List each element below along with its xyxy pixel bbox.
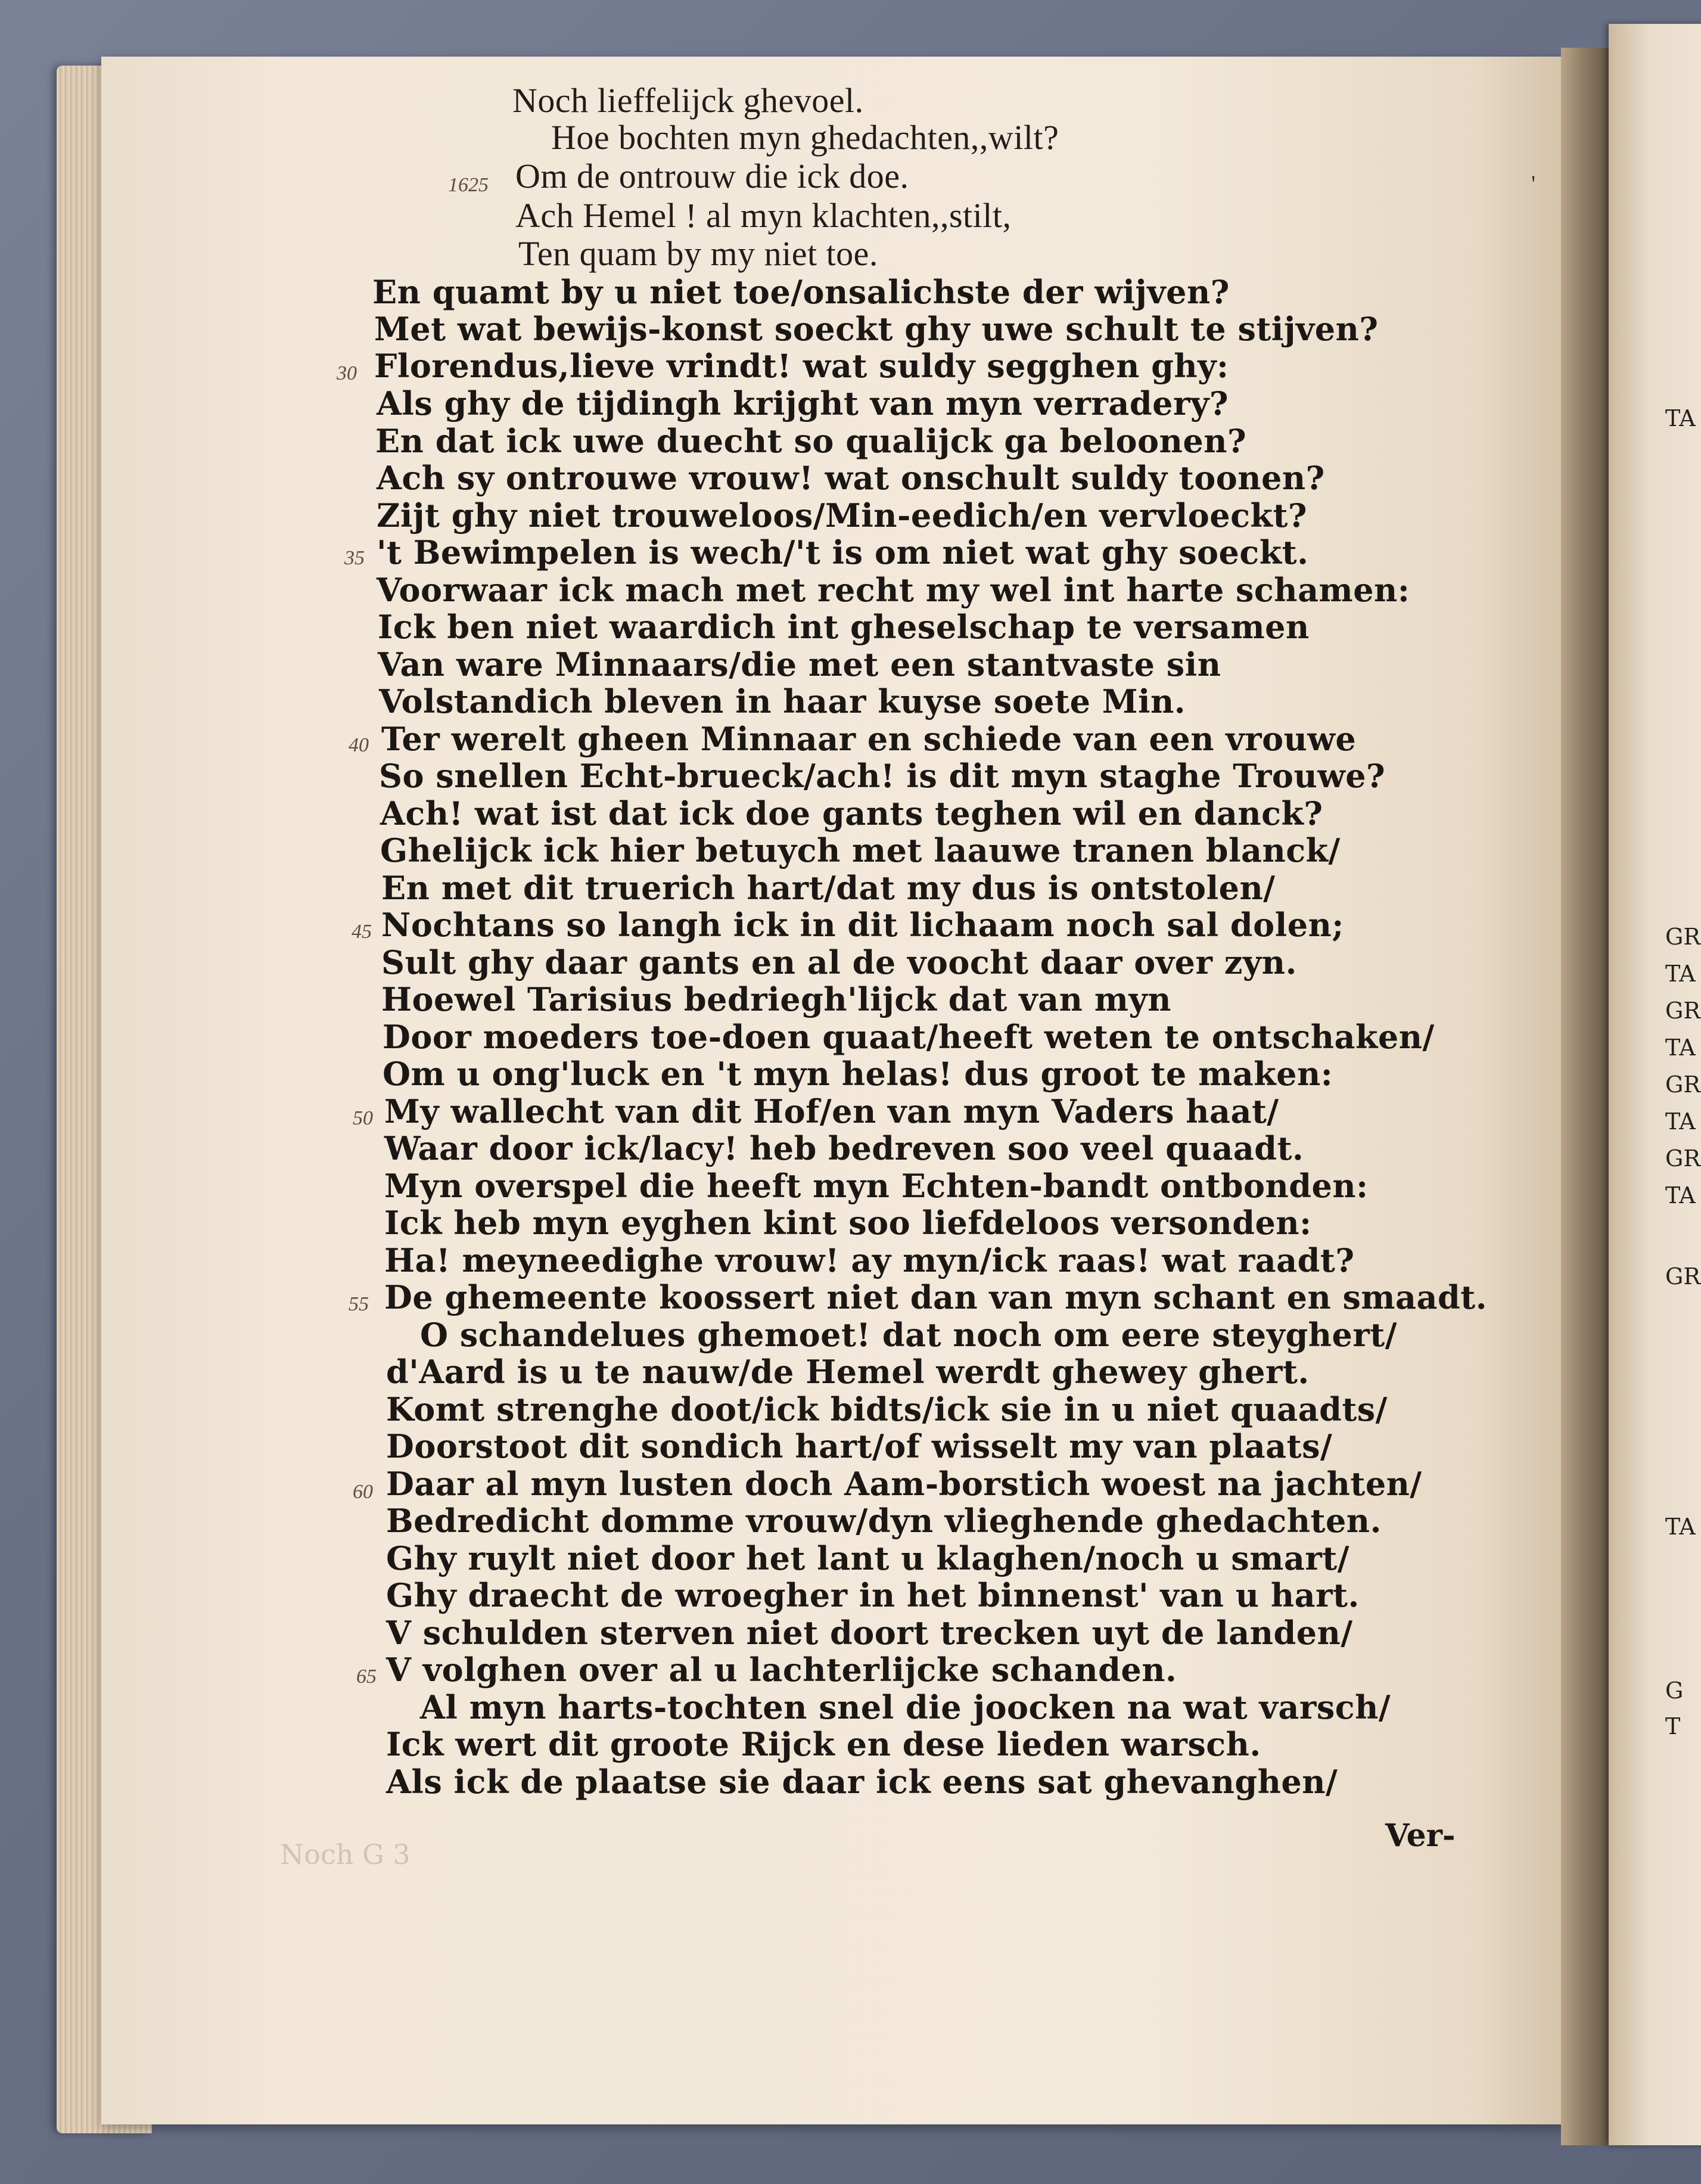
verse-line: Nochtans so langh ick in dit lichaam noch sal dolen; [381, 906, 1344, 944]
verse-line: Ghelijck ick hier betuych met laauwe tranen blanck/ [380, 831, 1341, 869]
verse-line: Bedredicht domme vrouw/dyn vlieghende ghedachten. [386, 1502, 1382, 1540]
page-mark: ' [1531, 170, 1536, 197]
verse-line: En dat ick uwe duecht so qualijck ga beloonen? [375, 422, 1247, 460]
facing-page [1609, 24, 1701, 2145]
verse-line: d'Aard is u te nauw/de Hemel werdt ghewey ghert. [386, 1353, 1310, 1391]
speaker-label: GR [1665, 1145, 1700, 1172]
speaker-label: TA [1665, 1108, 1696, 1135]
speaker-label: G [1665, 1677, 1684, 1704]
speaker-label: GR [1665, 1071, 1700, 1098]
verse-line: O schandelues ghemoet! dat noch om eere steyghert/ [420, 1316, 1397, 1354]
verse-line: Om u ong'luck en 't myn helas! dus groot te maken: [383, 1055, 1333, 1093]
verse-line: Ghy draecht de wroegher in het binnenst' van u hart. [386, 1576, 1360, 1614]
verse-line: Ach sy ontrouwe vrouw! wat onschult suldy toonen? [377, 459, 1325, 497]
verse-line: De ghemeente koossert niet dan van myn schant en smaadt. [384, 1278, 1488, 1316]
margin-number: 30 [337, 362, 357, 384]
verse-line: Als ghy de tijdingh krijght van myn verradery? [377, 384, 1229, 422]
verse-line: Ach! wat ist dat ick doe gants teghen wil en danck? [380, 794, 1323, 832]
verse-line: V volghen over al u lachterlijcke schanden. [386, 1651, 1177, 1689]
speaker-label: TA [1665, 1034, 1696, 1061]
verse-line: V schulden sterven niet doort trecken uyt de landen/ [386, 1614, 1353, 1652]
verse-line: Als ick de plaatse sie daar ick eens sat ghevanghen/ [386, 1763, 1338, 1801]
verse-line: Noch lieffelijck ghevoel. [512, 81, 864, 120]
verse-line: Voorwaar ick mach met recht my wel int harte schamen: [377, 571, 1410, 609]
verse-line: Om de ontrouw die ick doe. [515, 157, 909, 195]
verse-line: Hoe bochten myn ghedachten,,wilt? [551, 118, 1059, 157]
margin-number: 65 [356, 1666, 377, 1688]
verse-line: Ghy ruylt niet door het lant u klaghen/noch u smart/ [386, 1539, 1349, 1577]
speaker-label: GR [1665, 998, 1700, 1024]
speaker-label: TA [1665, 961, 1696, 987]
verse-line: Hoewel Tarisius bedriegh'lijck dat van myn [381, 980, 1171, 1018]
margin-number: 40 [349, 734, 369, 756]
verse-line: My wallecht van dit Hof/en van myn Vaders haat/ [384, 1092, 1279, 1130]
verse-line: Myn overspel die heeft myn Echten-bandt ontbonden: [384, 1167, 1369, 1205]
speaker-label: TA [1665, 1182, 1696, 1208]
margin-number: 50 [353, 1107, 373, 1129]
speaker-label: T [1665, 1713, 1681, 1739]
verse-line: Door moeders toe-doen quaat/heeft weten te ontschaken/ [383, 1018, 1435, 1056]
verse-line: Zijt ghy niet trouweloos/Min-eedich/en vervloeckt? [377, 496, 1308, 535]
verse-line: Waar door ick/lacy! heb bedreven soo veel quaadt. [384, 1129, 1304, 1167]
verse-line: Doorstoot dit sondich hart/of wisselt my van plaats/ [386, 1427, 1333, 1465]
verse-line: So snellen Echt-brueck/ach! is dit myn staghe Trouwe? [379, 757, 1386, 795]
verse-line: Ick heb myn eyghen kint soo liefdeloos versonden: [384, 1204, 1312, 1242]
verse-line: Florendus,lieve vrindt! wat suldy segghen ghy: [374, 347, 1229, 385]
speaker-label: TA [1665, 405, 1696, 431]
verse-line: Volstandich bleven in haar kuyse soete Min. [379, 682, 1186, 720]
margin-number: 1625 [448, 174, 489, 196]
catchword: Ver- [1385, 1818, 1456, 1854]
verse-line: Ach Hemel ! al myn klachten,,stilt, [515, 196, 1012, 235]
show-through-signature: Noch G 3 [280, 1838, 411, 1871]
margin-number: 45 [352, 921, 372, 943]
book-gutter [1561, 48, 1615, 2145]
verse-line: Met wat bewijs-konst soeckt ghy uwe schult te stijven? [374, 310, 1379, 348]
verse-line: En met dit truerich hart/dat my dus is ontstolen/ [381, 869, 1276, 907]
verse-line: Komt strenghe doot/ick bidts/ick sie in u niet quaadts/ [386, 1390, 1388, 1428]
speaker-label: GR [1665, 1263, 1700, 1290]
verse-line: Al myn harts-tochten snel die joocken na wat varsch/ [420, 1688, 1391, 1726]
verse-line: Ten quam by my niet toe. [518, 234, 878, 273]
verse-line: Ick wert dit groote Rijck en dese lieden warsch. [386, 1725, 1261, 1763]
verse-line: Sult ghy daar gants en al de voocht daar over zyn. [381, 943, 1297, 981]
speaker-label: TA [1665, 1514, 1696, 1540]
verse-line: En quamt by u niet toe/onsalichste der wijven? [372, 273, 1230, 311]
speaker-label: GR [1665, 924, 1700, 950]
margin-number: 35 [344, 547, 365, 569]
verse-line: Ter werelt gheen Minnaar en schiede van een vrouwe [381, 720, 1357, 758]
verse-line: Ick ben niet waardich int gheselschap te versamen [378, 608, 1310, 646]
verse-line: Ha! meyneedighe vrouw! ay myn/ick raas! wat raadt? [384, 1241, 1355, 1279]
margin-number: 60 [353, 1481, 373, 1503]
margin-number: 55 [349, 1293, 369, 1315]
verse-line: 't Bewimpelen is wech/'t is om niet wat ghy soeckt. [377, 533, 1309, 571]
verse-line: Daar al myn lusten doch Aam-borstich woest na jachten/ [386, 1465, 1422, 1503]
verse-line: Van ware Minnaars/die met een stantvaste sin [378, 645, 1221, 684]
